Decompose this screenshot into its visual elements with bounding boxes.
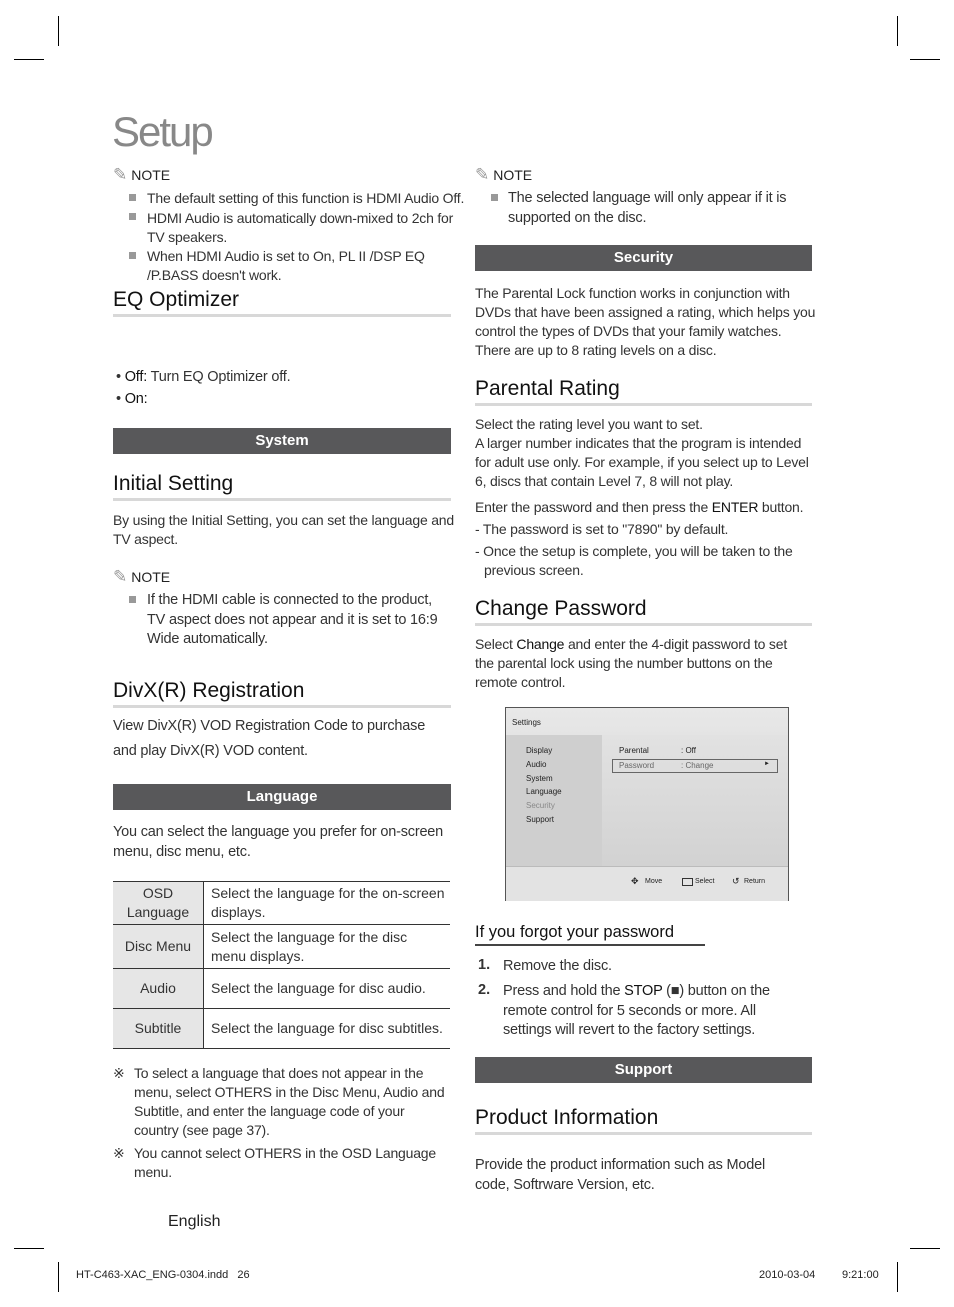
table-row xyxy=(113,925,450,969)
tip-text: You cannot select OTHERS in the OSD Language menu. xyxy=(134,1145,436,1180)
note-item: HDMI Audio is automatically down-mixed to 2ch for xyxy=(147,210,454,226)
tip-symbol: ※ xyxy=(113,1065,125,1081)
table-row xyxy=(113,1009,450,1049)
parental-dash-2: - Once the setup is complete, you will be taken to the previous screen. xyxy=(475,543,793,578)
screen-menu-item: System xyxy=(526,774,553,783)
pencil-icon: ✎ xyxy=(475,165,490,184)
bullet-square-icon xyxy=(129,194,136,201)
heading-rule xyxy=(475,403,812,406)
bullet-square-icon xyxy=(129,252,136,259)
eq-optimizer-heading: EQ Optimizer xyxy=(113,288,240,311)
divx-text: and play DivX(R) VOD content. xyxy=(113,743,308,759)
security-text: The Parental Lock function works in conjunction with DVDs that have been assigned a rating, which helps you control the types of DVDs that your family watches. There are up to 8 rating levels on a disc. xyxy=(475,285,816,358)
crop-mark xyxy=(910,59,940,60)
product-information-heading: Product Information xyxy=(475,1106,659,1129)
note-item: When HDMI Audio is set to On, PL II /DSP EQ xyxy=(147,248,425,264)
step-text: Press and hold the STOP (■) button on the remote control for 5 seconds or more. All settings will revert to the factory settings. xyxy=(503,983,770,1038)
table-key: Audio xyxy=(113,969,204,1009)
heading-rule xyxy=(113,314,451,317)
footer-time: 9:21:00 xyxy=(842,1269,879,1281)
screen-menu-item: Audio xyxy=(526,760,547,769)
table-value: Select the language for disc subtitles. xyxy=(204,1009,451,1049)
divx-registration-heading: DivX(R) Registration xyxy=(113,679,305,702)
parental-rating-heading: Parental Rating xyxy=(475,377,620,400)
note-item: The selected language will only appear if it is supported on the disc. xyxy=(508,190,787,226)
pencil-icon: ✎ xyxy=(113,567,128,586)
change-password-text: Select Change and enter the 4-digit password to set the parental lock using the number buttons on the remote control. xyxy=(475,636,788,690)
screen-move-label: Move xyxy=(645,878,663,885)
change-password-heading: Change Password xyxy=(475,597,647,620)
parental-enter-text: Enter the password and then press the ENTER button. xyxy=(475,499,804,515)
table-value: Select the language for the disc menu displays. xyxy=(204,925,451,969)
screen-option-label: Password xyxy=(619,761,655,770)
screen-option-label: Parental xyxy=(619,746,649,755)
table-row xyxy=(113,969,450,1009)
parental-text: Select the rating level you want to set. A larger number indicates that the program is intended for adult use only. For example, if you select up to Level 6, discs that contain Level 7, 8 will not play. xyxy=(475,416,809,489)
system-section-bar: System xyxy=(113,428,451,454)
language-table xyxy=(113,881,450,1049)
footer-file: HT-C463-XAC_ENG-0304.indd 26 xyxy=(76,1269,250,1281)
screen-option-value: : Off xyxy=(681,746,696,755)
screen-menu-item: Security xyxy=(526,801,555,810)
step-number: 2. xyxy=(478,982,491,998)
crop-mark xyxy=(58,1262,59,1292)
note-item: /P.BASS doesn't work. xyxy=(147,267,282,283)
crop-mark xyxy=(14,1248,44,1249)
heading-rule xyxy=(475,1132,812,1135)
language-intro: You can select the language you prefer for on-screen menu, disc menu, etc. xyxy=(113,824,444,860)
initial-setting-text: By using the Initial Setting, you can set the language and TV aspect. xyxy=(113,512,454,547)
heading-underline xyxy=(475,944,705,946)
crop-mark xyxy=(897,1262,898,1292)
forgot-password-heading: If you forgot your password xyxy=(475,923,675,941)
screen-menu xyxy=(506,735,602,866)
bullet-square-icon xyxy=(491,194,498,201)
crop-mark xyxy=(58,16,59,46)
step-number: 1. xyxy=(478,957,491,973)
table-key: Disc Menu xyxy=(113,925,204,969)
pencil-icon: ✎ xyxy=(113,165,128,184)
screen-footer xyxy=(506,866,788,901)
step-text: Remove the disc. xyxy=(503,958,612,974)
note-item: If the HDMI cable is connected to the product, TV aspect does not appear and it is set to 16:9 Wide automatically. xyxy=(147,592,438,647)
parental-dash-1: - The password is set to "7890" by default. xyxy=(475,521,729,537)
return-icon: ↺ xyxy=(732,876,740,886)
select-icon xyxy=(682,878,693,886)
bullet-square-icon xyxy=(129,213,136,220)
crop-mark xyxy=(14,59,44,60)
page-language: English xyxy=(168,1213,221,1230)
note-heading: ✎ NOTE xyxy=(113,567,171,586)
tip-symbol: ※ xyxy=(113,1145,125,1161)
move-icon: ✥ xyxy=(631,876,639,886)
heading-rule xyxy=(113,705,451,708)
support-section-bar: Support xyxy=(475,1057,812,1083)
heading-rule xyxy=(475,623,812,626)
table-key: OSD Language xyxy=(113,882,204,925)
tip-text: To select a language that does not appear in the menu, select OTHERS in the Disc Menu, Audio and Subtitle, and enter the language code of your country (see page 37). xyxy=(134,1065,445,1138)
table-value: Select the language for disc audio. xyxy=(204,969,451,1009)
crop-mark xyxy=(910,1248,940,1249)
note-item: TV speakers. xyxy=(147,229,228,245)
security-section-bar: Security xyxy=(475,245,812,271)
screen-menu-item: Support xyxy=(526,815,555,824)
crop-mark xyxy=(897,16,898,46)
arrow-right-icon: ► xyxy=(764,761,770,767)
settings-screen-illustration xyxy=(505,707,789,901)
note-heading: ✎ NOTE xyxy=(475,165,533,184)
screen-title: Settings xyxy=(512,718,541,727)
initial-setting-heading: Initial Setting xyxy=(113,472,234,495)
divx-text: View DivX(R) VOD Registration Code to purchase xyxy=(113,718,426,734)
table-key: Subtitle xyxy=(113,1009,204,1049)
footer-date: 2010-03-04 xyxy=(759,1269,816,1281)
screen-menu-item: Display xyxy=(526,746,553,755)
table-value: Select the language for the on-screen displays. xyxy=(204,882,451,925)
screen-return-label: Return xyxy=(744,878,766,885)
language-section-bar: Language xyxy=(113,784,451,810)
screen-menu-item: Language xyxy=(526,787,562,796)
product-information-text: Provide the product information such as Model code, Softrware Version, etc. xyxy=(475,1157,766,1193)
page-title: Setup xyxy=(112,108,212,155)
table-row xyxy=(113,882,450,925)
screen-select-label: Select xyxy=(695,878,715,885)
note-item: The default setting of this function is HDMI Audio Off. xyxy=(147,190,465,206)
bullet-square-icon xyxy=(129,596,136,603)
eq-on-item: • On: xyxy=(116,391,148,407)
heading-rule xyxy=(113,498,451,501)
screen-option-value: : Change xyxy=(681,761,714,770)
note-heading: ✎ NOTE xyxy=(113,165,171,184)
screen-options xyxy=(602,735,788,866)
eq-off-item: • Off: Turn EQ Optimizer off. xyxy=(116,369,291,385)
